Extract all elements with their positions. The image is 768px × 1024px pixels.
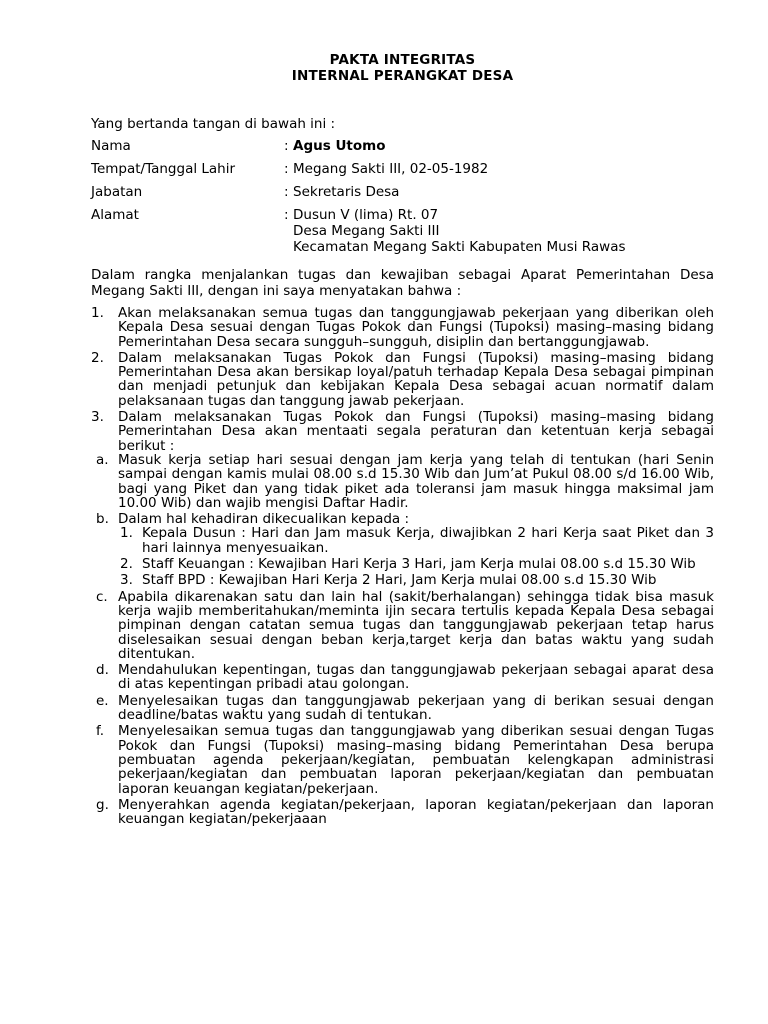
field-value-jabatan: Sekretaris Desa bbox=[293, 184, 400, 200]
exception-item bbox=[118, 573, 714, 587]
field-label: Jabatan bbox=[91, 184, 143, 200]
sublist-item-letter: c. bbox=[96, 588, 108, 605]
sublist-item-letter: d. bbox=[96, 662, 109, 679]
exception-item-text: Staff BPD : Kewajiban Hari Kerja 2 Hari, Jam Kerja mulai 08.00 s.d 15.30 Wib bbox=[142, 572, 657, 589]
field-value-ttl: Megang Sakti III, 02-05-1982 bbox=[293, 161, 489, 177]
sublist-item bbox=[94, 590, 714, 661]
intro-text: Yang bertanda tangan di bawah ini : bbox=[91, 116, 336, 132]
sublist-item-letter: f. bbox=[96, 723, 105, 740]
statement-paragraph: Dalam rangka menjalankan tugas dan kewajiban sebagai Aparat Pemerintahan Desa Megang Sakti III, dengan ini saya menyatakan bahwa : bbox=[91, 267, 714, 299]
list-item bbox=[70, 410, 714, 826]
field-colon: : bbox=[284, 161, 289, 177]
sublist-item-text: Mendahulukan kepentingan, tugas dan tanggungjawab pekerjaan sebagai aparat desa di atas kepentingan pribadi atau golongan. bbox=[118, 662, 714, 693]
sublist-item-letter: a. bbox=[96, 451, 109, 468]
sublist-item-text: Menyelesaikan tugas dan tanggungjawab pekerjaan yang di berikan sesuai dengan deadline/batas waktu yang sudah di tentukan. bbox=[118, 692, 714, 724]
field-label: Alamat bbox=[91, 207, 139, 223]
commitment-list bbox=[91, 306, 714, 826]
field-colon: : bbox=[284, 184, 289, 200]
document-title-block bbox=[91, 52, 714, 84]
list-item-text: Akan melaksanakan semua tugas dan tanggungjawab pekerjaan yang diberikan oleh Kepala Desa sesuai dengan Tugas Pokok dan Fungsi (Tupoksi) masing–masing bidang Pemerintahan Desa secara sungguh–sungguh, disiplin dan bertanggungjawab. bbox=[118, 305, 714, 350]
field-row-alamat bbox=[91, 207, 714, 255]
field-row-nama bbox=[91, 138, 714, 154]
list-item bbox=[70, 306, 714, 349]
sublist-item-letter: b. bbox=[96, 511, 109, 528]
exception-item-text: Kepala Dusun : Hari dan Jam masuk Kerja, diwajibkan 2 hari Kerja saat Piket dan 3 hari lainnya menyesuaikan. bbox=[142, 525, 714, 556]
list-item-number: 3. bbox=[91, 409, 104, 426]
field-row-ttl bbox=[91, 161, 714, 177]
exception-item bbox=[118, 557, 714, 571]
document-title-line2: INTERNAL PERANGKAT DESA bbox=[291, 68, 514, 84]
field-colon: : bbox=[284, 207, 289, 223]
exception-item bbox=[118, 526, 714, 555]
rules-sublist bbox=[96, 451, 714, 828]
sublist-item-letter: g. bbox=[96, 796, 109, 813]
exception-item-text: Staff Keuangan : Kewajiban Hari Kerja 3 Hari, jam Kerja mulai 08.00 s.d 15.30 Wib bbox=[142, 556, 696, 573]
exception-sublist bbox=[118, 526, 714, 587]
field-label: Tempat/Tanggal Lahir bbox=[91, 161, 236, 177]
sublist-item-text: Menyerahkan agenda kegiatan/pekerjaan, laporan kegiatan/pekerjaan dan laporan keuangan kegiatan/pekerjaaan bbox=[118, 796, 714, 828]
sublist-item bbox=[94, 663, 714, 692]
sublist-item-text: Masuk kerja setiap hari sesuai dengan jam kerja yang telah di tentukan (hari Senin sampai dengan kamis mulai 08.00 s.d 15.30 Wib dan Jum’at Pukul 08.00 s/d 16.00 Wib, bagi yang Piket dan yang tidak piket ada toleransi jam masuk hingga maksimal jam 10.00 Wib) dan wajib mengisi Daftar Hadir. bbox=[118, 451, 714, 511]
exception-item-number: 3. bbox=[120, 572, 133, 589]
field-label: Nama bbox=[91, 138, 131, 154]
sublist-item-text: Apabila dikarenakan satu dan lain hal (sakit/berhalangan) sehingga tidak bisa masuk kerja wajib memberitahukan/meminta ijin secara tertulis kepada Kepala Desa sebagai pimpinan dengan catatan semua tugas dan tanggungjawab pekerjaan tetap harus diselesaikan sesuai dengan beban kerja,target kerja dan batas waktu yang sudah ditentukan. bbox=[118, 588, 714, 662]
list-item bbox=[70, 351, 714, 408]
sublist-item bbox=[94, 453, 714, 510]
document-title-line1: PAKTA INTEGRITAS bbox=[329, 52, 476, 68]
field-value-nama: Agus Utomo bbox=[293, 138, 386, 154]
alamat-line: Kecamatan Megang Sakti Kabupaten Musi Rawas bbox=[293, 239, 626, 255]
field-colon: : bbox=[284, 138, 289, 154]
list-item-text: Dalam melaksanakan Tugas Pokok dan Fungsi (Tupoksi) masing–masing bidang Pemerintahan Desa akan bersikap loyal/patuh terhadap Kepala Desa sebagai pimpinan dan menjadi petunjuk dan kebijakan Kepala Desa sebagai acuan normatif dalam pelaksanaan tugas dan tanggung jawab pekerjaan. bbox=[118, 349, 714, 409]
alamat-line: Dusun V (lima) Rt. 07 bbox=[293, 207, 439, 223]
sublist-item bbox=[94, 694, 714, 723]
sublist-item-letter: e. bbox=[96, 692, 109, 709]
list-item-number: 2. bbox=[91, 349, 104, 366]
exception-item-number: 1. bbox=[120, 525, 133, 542]
list-item-text: Dalam melaksanakan Tugas Pokok dan Fungsi (Tupoksi) masing–masing bidang Pemerintahan Desa akan mentaati segala peraturan dan ketentuan kerja sebagai berikut : bbox=[118, 409, 714, 454]
field-row-jabatan bbox=[91, 184, 714, 200]
exception-item-number: 2. bbox=[120, 556, 133, 573]
alamat-line: Desa Megang Sakti III bbox=[293, 223, 440, 239]
sublist-item bbox=[94, 512, 714, 587]
sublist-item bbox=[94, 724, 714, 795]
field-value-alamat bbox=[293, 207, 714, 255]
list-item-number: 1. bbox=[91, 305, 104, 321]
sublist-item-text: Menyelesaikan semua tugas dan tanggungjawab yang diberikan sesuai dengan Tugas Pokok dan Fungsi (Tupoksi) masing–masing bidang Pemerintahan Desa berupa pembuatan agenda pekerjaan/kegiatan, pembuatan kelengkapan administrasi pekerjaan/kegiatan dan pembuatan laporan pekerjaan/kegiatan dan pembuatan laporan keuangan kegiatan/pekerjaan. bbox=[118, 723, 714, 797]
sublist-item-text: Dalam hal kehadiran dikecualikan kepada : bbox=[118, 511, 410, 528]
sublist-item bbox=[94, 798, 714, 827]
